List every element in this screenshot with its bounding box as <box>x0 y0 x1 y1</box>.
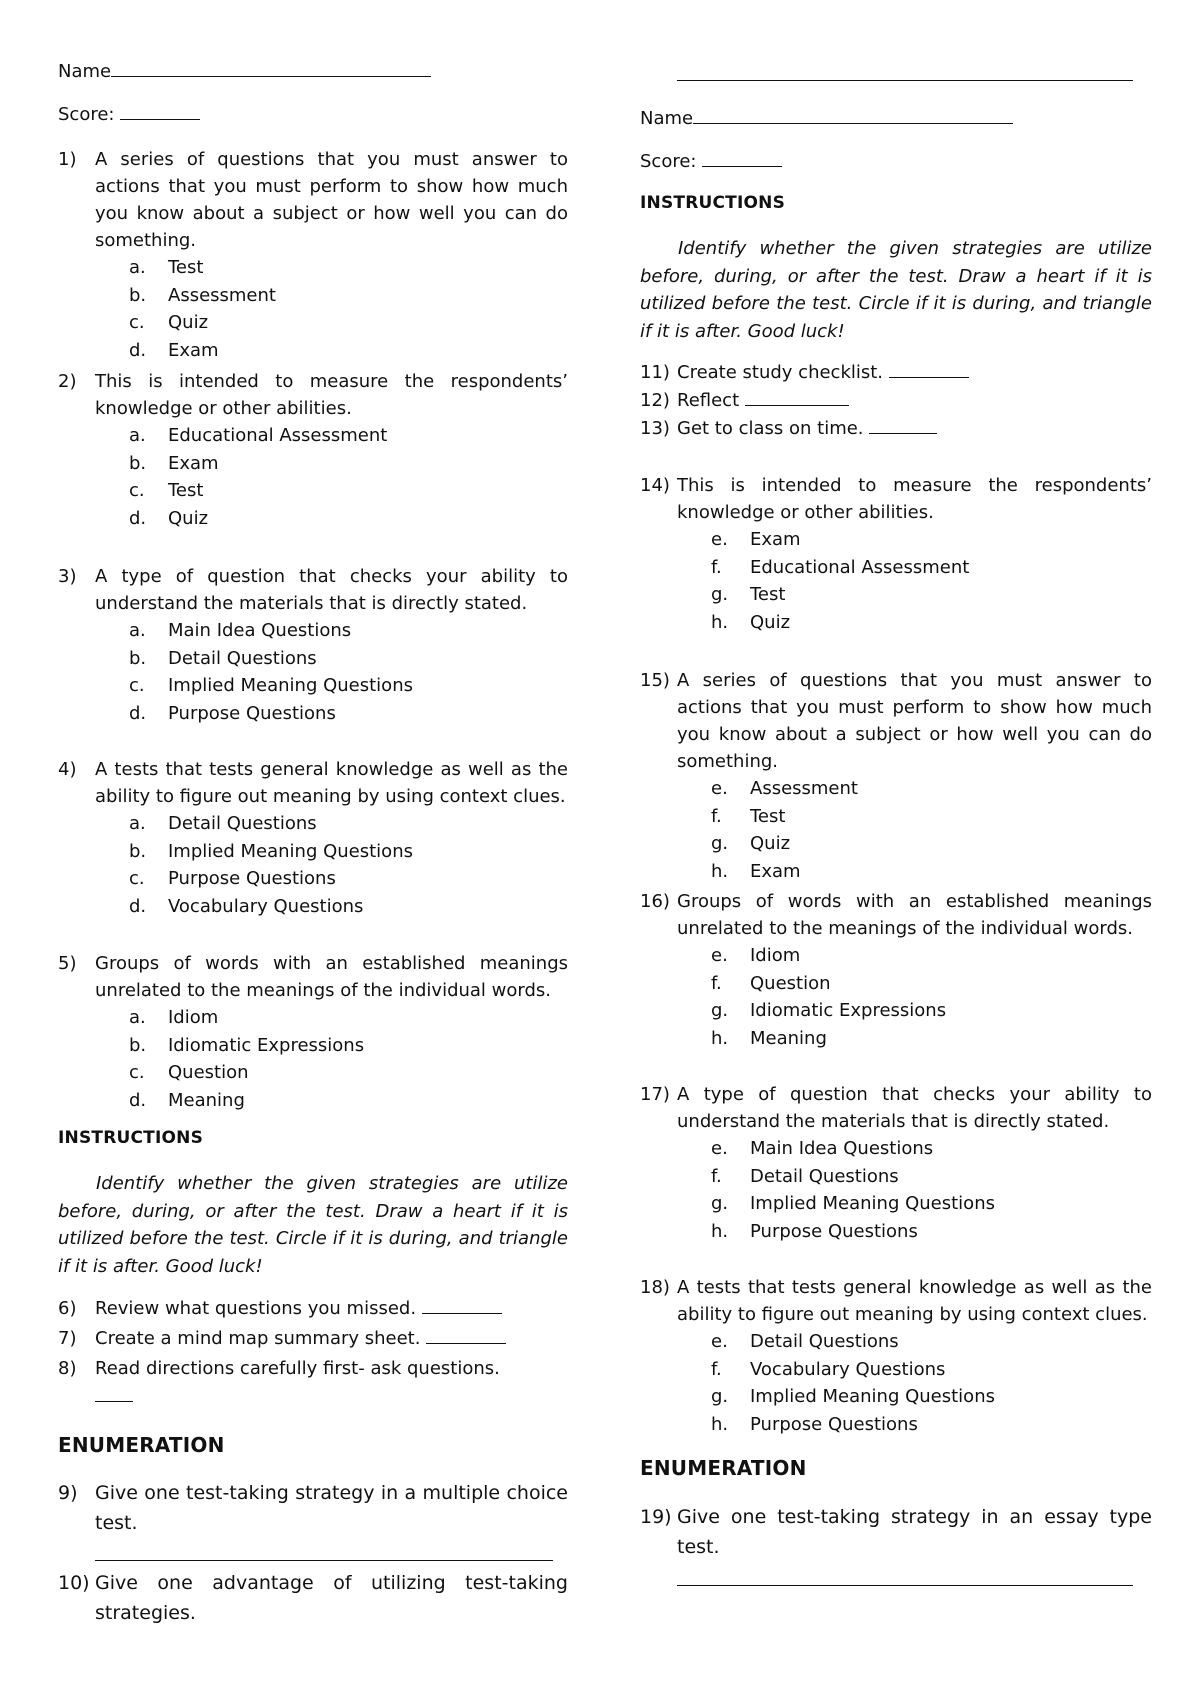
option[interactable] <box>129 617 568 645</box>
enumeration-item <box>640 1502 1152 1562</box>
option-text: Assessment <box>750 778 858 799</box>
question-number: 14) <box>640 475 670 496</box>
option[interactable] <box>129 1087 568 1115</box>
enumeration-item <box>58 1568 568 1628</box>
option-letter: d. <box>129 703 147 725</box>
option[interactable] <box>129 254 568 282</box>
score-label: Score: <box>640 151 697 172</box>
question <box>58 368 568 533</box>
option[interactable] <box>711 775 1152 803</box>
option-letter: e. <box>711 1138 728 1159</box>
item-number: 19) <box>640 1506 672 1528</box>
option-letter: h. <box>711 1028 729 1050</box>
options-list <box>711 1135 1152 1246</box>
option-letter: a. <box>129 813 146 834</box>
item-text: Create a mind map summary sheet. <box>95 1328 421 1349</box>
option[interactable] <box>711 1025 1152 1053</box>
question-text: A series of questions that you must answer to actions that you must perform to show how much you know about a subject or how well you can do something. <box>95 149 568 251</box>
options-list <box>129 422 568 533</box>
option-letter: c. <box>129 480 145 502</box>
options-list <box>711 1328 1152 1439</box>
option[interactable] <box>129 1032 568 1060</box>
option-text: Purpose Questions <box>750 1221 918 1243</box>
option-letter: a. <box>129 257 146 278</box>
option[interactable] <box>711 1190 1152 1218</box>
score-line <box>640 148 1152 175</box>
answer-line[interactable] <box>677 1585 1133 1586</box>
option-letter: h. <box>711 1221 729 1243</box>
question-text: This is intended to measure the respondents’ knowledge or other abilities. <box>95 371 568 419</box>
instructions-heading: INSTRUCTIONS <box>58 1128 204 1148</box>
option-text: Meaning <box>168 1090 245 1112</box>
question <box>640 1274 1152 1439</box>
option-text: Educational Assessment <box>168 425 388 446</box>
question <box>58 146 568 365</box>
option-letter: a. <box>129 425 146 446</box>
score-label: Score: <box>58 104 115 125</box>
options-list <box>129 1004 568 1115</box>
score-blank[interactable] <box>120 101 200 120</box>
option[interactable] <box>711 858 1152 886</box>
question-text: A tests that tests general knowledge as well as the ability to figure out meaning by using context clues. <box>677 1277 1152 1325</box>
option-letter: a. <box>129 620 146 641</box>
question <box>58 563 568 728</box>
option-letter: e. <box>711 1331 728 1352</box>
option-text: Exam <box>750 861 801 883</box>
answer-blank[interactable] <box>745 387 849 406</box>
option-text: Purpose Questions <box>168 703 336 725</box>
option[interactable] <box>711 997 1152 1025</box>
item-text: Read directions carefully first- ask questions. <box>95 1358 500 1379</box>
option[interactable] <box>129 505 568 533</box>
option[interactable] <box>711 526 1152 554</box>
option[interactable] <box>711 803 1152 831</box>
item-text: Reflect <box>677 390 740 411</box>
option-letter: h. <box>711 1414 729 1436</box>
name-blank[interactable] <box>111 58 431 77</box>
option-text: Implied Meaning Questions <box>750 1386 995 1408</box>
option[interactable] <box>129 838 568 866</box>
question-number: 3) <box>58 566 77 587</box>
question-number: 17) <box>640 1084 670 1105</box>
option-text: Exam <box>750 529 801 550</box>
question-number: 1) <box>58 149 77 170</box>
option[interactable] <box>129 477 568 505</box>
option[interactable] <box>129 645 568 673</box>
question-text: A type of question that checks your ability to understand the materials that is directly stated. <box>95 566 568 614</box>
item-text: Give one advantage of utilizing test-taking strategies. <box>95 1572 568 1624</box>
option[interactable] <box>129 309 568 337</box>
option-text: Quiz <box>750 833 791 855</box>
option-letter: b. <box>129 452 147 474</box>
question-text: A tests that tests general knowledge as well as the ability to figure out meaning by using context clues. <box>95 759 568 807</box>
answer-blank[interactable] <box>426 1325 506 1344</box>
option-letter: g. <box>711 833 729 855</box>
question <box>58 756 568 921</box>
strategy-item <box>58 1295 568 1323</box>
option[interactable] <box>711 970 1152 998</box>
option[interactable] <box>129 337 568 365</box>
item-text: Give one test-taking strategy in a multiple choice test. <box>95 1482 568 1534</box>
option-text: Exam <box>168 452 219 474</box>
option[interactable] <box>711 1218 1152 1246</box>
item-number: 8) <box>58 1358 77 1379</box>
option-text: Assessment <box>168 284 276 306</box>
name-label: Name <box>640 108 694 129</box>
question <box>58 950 568 1115</box>
option-letter: g. <box>711 1000 729 1022</box>
item-number: 10) <box>58 1572 90 1594</box>
option-text: Test <box>750 805 786 827</box>
option[interactable] <box>129 865 568 893</box>
option-text: Detail Questions <box>168 813 317 834</box>
option-text: Quiz <box>168 312 209 334</box>
option[interactable] <box>711 1383 1152 1411</box>
score-line <box>58 101 568 128</box>
option-text: Test <box>168 257 204 278</box>
question-text: A type of question that checks your ability to understand the materials that is directly stated. <box>677 1084 1152 1132</box>
option-text: Meaning <box>750 1028 827 1050</box>
question <box>640 1081 1152 1246</box>
question-number: 18) <box>640 1277 670 1298</box>
item-number: 12) <box>640 390 670 411</box>
strategy-item <box>640 387 1152 415</box>
option-letter: f. <box>711 805 722 827</box>
option-letter: g. <box>711 1386 729 1408</box>
option-letter: f. <box>711 1165 722 1187</box>
instructions-heading: INSTRUCTIONS <box>640 193 786 213</box>
option-text: Exam <box>168 340 219 362</box>
strategy-item <box>640 359 1152 387</box>
option-text: Detail Questions <box>750 1331 899 1352</box>
option[interactable] <box>711 1411 1152 1439</box>
option-text: Quiz <box>750 612 791 634</box>
enumeration-heading: ENUMERATION <box>58 1433 225 1457</box>
question-text: Groups of words with an established meanings unrelated to the meanings of the individual words. <box>95 953 568 1001</box>
score-blank[interactable] <box>702 148 782 167</box>
option-letter: f. <box>711 1358 722 1380</box>
option-text: Test <box>750 584 786 606</box>
answer-blank[interactable] <box>422 1295 502 1314</box>
option-text: Idiomatic Expressions <box>750 1000 947 1022</box>
item-number: 13) <box>640 418 670 439</box>
question <box>640 667 1152 886</box>
options-list <box>711 775 1152 886</box>
option-letter: b. <box>129 284 147 306</box>
strategy-item <box>58 1355 568 1411</box>
option[interactable] <box>711 581 1152 609</box>
option[interactable] <box>129 422 568 450</box>
option-text: Vocabulary Questions <box>750 1358 946 1380</box>
option-letter: b. <box>129 840 147 862</box>
option-letter: a. <box>129 1007 146 1028</box>
option[interactable] <box>129 1059 568 1087</box>
name-label: Name <box>58 61 112 82</box>
option-text: Question <box>168 1062 249 1084</box>
option[interactable] <box>711 554 1152 582</box>
item-text: Get to class on time. <box>677 418 864 439</box>
option-letter: c. <box>129 1062 145 1084</box>
option-letter: b. <box>129 647 147 669</box>
option-text: Main Idea Questions <box>750 1138 934 1159</box>
strategy-item <box>640 415 1152 443</box>
enumeration-item <box>58 1478 568 1538</box>
option-letter: h. <box>711 861 729 883</box>
options-list <box>711 942 1152 1053</box>
option[interactable] <box>129 810 568 838</box>
option[interactable] <box>129 1004 568 1032</box>
option-text: Implied Meaning Questions <box>168 840 413 862</box>
item-text: Review what questions you missed. <box>95 1298 417 1319</box>
option-text: Quiz <box>168 508 209 530</box>
option[interactable] <box>129 700 568 728</box>
option-letter: c. <box>129 868 145 890</box>
option[interactable] <box>711 1328 1152 1356</box>
option-letter: h. <box>711 612 729 634</box>
question-number: 2) <box>58 371 77 392</box>
options-list <box>129 810 568 921</box>
option[interactable] <box>129 282 568 310</box>
question-text: Groups of words with an established meanings unrelated to the meanings of the individual words. <box>677 891 1152 939</box>
options-list <box>711 526 1152 637</box>
option-text: Implied Meaning Questions <box>168 675 413 697</box>
option-text: Idiom <box>750 945 801 966</box>
option-letter: b. <box>129 1034 147 1056</box>
item-number: 7) <box>58 1328 77 1349</box>
question-text: This is intended to measure the respondents’ knowledge or other abilities. <box>677 475 1152 523</box>
item-number: 9) <box>58 1482 78 1504</box>
option[interactable] <box>711 942 1152 970</box>
option[interactable] <box>129 893 568 921</box>
option-letter: g. <box>711 1193 729 1215</box>
strategy-item <box>58 1325 568 1353</box>
question <box>640 472 1152 637</box>
option-letter: f. <box>711 556 722 578</box>
option[interactable] <box>711 1135 1152 1163</box>
option[interactable] <box>711 1356 1152 1384</box>
option-text: Question <box>750 972 831 994</box>
option-letter: d. <box>129 508 147 530</box>
item-number: 11) <box>640 362 670 383</box>
option-letter: c. <box>129 675 145 697</box>
option[interactable] <box>711 830 1152 858</box>
option-letter: e. <box>711 945 728 966</box>
options-list <box>129 254 568 365</box>
question-number: 15) <box>640 670 670 691</box>
question-number: 16) <box>640 891 670 912</box>
name-blank[interactable] <box>693 105 1013 124</box>
question-number: 4) <box>58 759 77 780</box>
option-text: Vocabulary Questions <box>168 896 364 918</box>
option-letter: d. <box>129 896 147 918</box>
name-line <box>640 105 1152 132</box>
question-text: A series of questions that you must answer to actions that you must perform to show how much you know about a subject or how well you can do something. <box>677 670 1152 772</box>
option-letter: g. <box>711 584 729 606</box>
option-letter: d. <box>129 340 147 362</box>
option-text: Idiomatic Expressions <box>168 1034 365 1056</box>
answer-blank[interactable] <box>889 359 969 378</box>
answer-blank[interactable] <box>869 415 937 434</box>
option-letter: e. <box>711 529 728 550</box>
option-text: Purpose Questions <box>168 868 336 890</box>
option-text: Educational Assessment <box>750 556 970 578</box>
option-text: Detail Questions <box>750 1165 899 1187</box>
question <box>640 888 1152 1053</box>
instructions-text: Identify whether the given strategies are utilize before, during, or after the test. Draw a heart if it is utilized before the test. Circle if it is during, and triangle if it is after. Good luck! <box>58 1173 568 1277</box>
instructions-text: Identify whether the given strategies are utilize before, during, or after the test. Draw a heart if it is utilized before the test. Circle if it is during, and triangle if it is after. Good luck! <box>640 238 1152 342</box>
option-text: Test <box>168 480 204 502</box>
option[interactable] <box>129 450 568 478</box>
item-text: Give one test-taking strategy in an essay type test. <box>677 1506 1152 1558</box>
item-number: 6) <box>58 1298 77 1319</box>
option[interactable] <box>129 672 568 700</box>
option[interactable] <box>711 609 1152 637</box>
item-text: Create study checklist. <box>677 362 884 383</box>
enumeration-heading: ENUMERATION <box>640 1456 807 1480</box>
option-text: Implied Meaning Questions <box>750 1193 995 1215</box>
option-text: Main Idea Questions <box>168 620 352 641</box>
option-text: Detail Questions <box>168 647 317 669</box>
option-text: Idiom <box>168 1007 219 1028</box>
answer-blank[interactable] <box>95 1383 133 1402</box>
answer-line[interactable] <box>95 1560 553 1561</box>
name-line <box>58 58 568 85</box>
option-letter: d. <box>129 1090 147 1112</box>
question-number: 5) <box>58 953 77 974</box>
top-rule <box>677 80 1133 81</box>
option[interactable] <box>711 1163 1152 1191</box>
option-letter: e. <box>711 778 728 799</box>
option-letter: c. <box>129 312 145 334</box>
options-list <box>129 617 568 728</box>
option-text: Purpose Questions <box>750 1414 918 1436</box>
option-letter: f. <box>711 972 722 994</box>
